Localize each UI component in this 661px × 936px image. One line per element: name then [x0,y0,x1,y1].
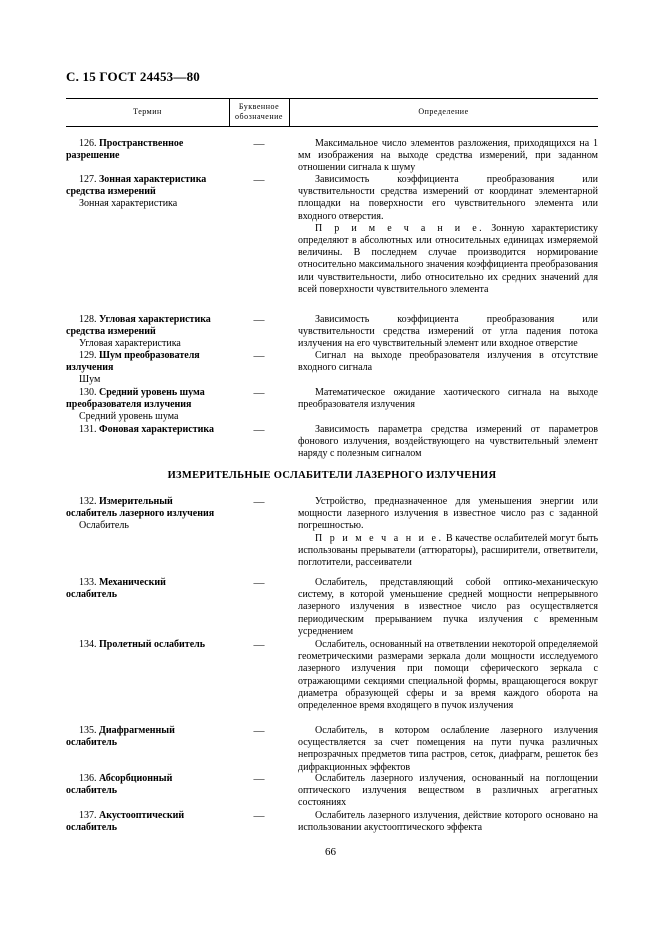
symbol-dash: — [253,314,265,326]
term-133 [66,577,218,601]
definition-130 [298,387,598,411]
term-137 [66,810,218,834]
term-number: 137. [79,810,97,821]
term-name: Пролетный ослабитель [99,639,206,650]
term-number: 126. [79,138,97,149]
column-header-term: Термин [133,107,162,116]
definition-134 [298,639,598,712]
definition-text: Ослабитель, основанный на ответвлении некоторой определяемой геометрическими размерами зеркала доли мощности исследуемого лазерного излучения при помощи сферического зеркала с отражающими секциями специальной формы, вращающегося вокруг диаметра образующей сферы и за время каждого оборота на определенное время входящего в пучок излучения [298,639,598,712]
section-heading: ИЗМЕРИТЕЛЬНЫЕ ОСЛАБИТЕЛИ ЛАЗЕРНОГО ИЗЛУЧЕНИЯ [167,470,497,481]
term-number: 130. [79,387,97,398]
definition-text: Максимальное число элементов разложения, приходящихся на 1 мм изображения на выходе средства измерений, при заданном отношении сигнала к шуму [298,138,598,174]
definition-text: Зависимость коэффициента преобразования или чувствительности средства измерений от координат элементарной площадки на поверхности его чувствительного элемента или входного отверстия. [298,174,598,222]
term-synonym: Угловая характеристика [79,338,181,350]
definition-text: Ослабитель лазерного излучения, основанный на поглощении оптического излучения веществом в различных агрегатных состояниях [298,773,598,809]
term-135 [66,725,218,749]
column-header-definition: Определение [418,107,469,116]
term-number: 128. [79,314,97,325]
term-synonym: Зонная характеристика [79,198,178,210]
note-text: Зонную характеристику определяют в абсолютных или относительных единицах измеряемой величины. В последнем случае производится нормирование относительно максимального значения коэффициента преобразования или чувствительности, либо относительно их средних значений для всей поверхности чувствительного элемента [298,222,599,295]
definition-136 [298,773,598,810]
symbol-dash: — [253,496,265,508]
symbol-dash: — [253,810,265,822]
definition-text: Устройство, предназначенное для уменьшения энергии или мощности лазерного излучения в известное число раз с заданной погрешностью. [298,496,598,532]
term-128 [66,314,218,351]
definition-133 [298,577,598,638]
definition-132 [298,496,598,569]
symbol-dash: — [253,577,265,589]
term-136 [66,773,218,797]
term-name: Зонная характеристика средства измерений [66,174,207,198]
table-top-rule [66,98,598,99]
term-131 [66,424,218,436]
symbol-dash: — [253,350,265,362]
term-130 [66,387,218,424]
term-number: 133. [79,577,97,588]
definition-text: Зависимость коэффициента преобразования или чувствительности средства измерений от угла падения потока излучения на его чувствительный элемент или входное отверстие [298,314,598,350]
definition-127 [298,174,598,296]
definition-text: Математическое ожидание хаотического сигнала на выходе преобразователя излучения [298,387,598,411]
term-number: 129. [79,350,97,361]
term-number: 135. [79,725,97,736]
note-text: В качестве ослабителей могут быть использованы прерыватели (аттюраторы), расширители, ответвители, поглотители, рассеиватели [298,532,599,569]
term-number: 134. [79,639,97,650]
note-label: П р и м е ч а н и е. [315,222,485,234]
definition-131 [298,424,598,461]
term-number: 136. [79,773,97,784]
term-synonym: Ослабитель [79,520,129,532]
column-header-symbol [229,102,289,122]
term-synonym: Средний уровень шума [79,411,179,423]
term-126 [66,138,218,162]
definition-text: Сигнал на выходе преобразователя излучения в отсутствие входного сигнала [298,350,598,374]
term-127 [66,174,218,211]
definition-text: Ослабитель, представляющий собой оптико-механическую систему, в которой уменьшение средней мощности непрерывного лазерного излучения в известное число раз осуществляется периодическим прерыванием пучка излучения с временным усреднением [298,577,598,637]
definition-137 [298,810,598,834]
definition-text: Ослабитель, в котором ослабление лазерного излучения осуществляется за счет помещения на пути пучка различных непрозрачных предметов типа растров, сеток, диафрагм, решеток без дифракционных эффектов [298,725,598,773]
symbol-dash: — [253,387,265,399]
definition-135 [298,725,598,774]
definition-note [298,223,598,296]
table-header-rule [66,126,598,127]
symbol-dash: — [253,639,265,651]
term-132 [66,496,218,533]
definition-126 [298,138,598,175]
term-number: 131. [79,424,97,435]
note-label: П р и м е ч а н и е. [315,532,444,544]
term-name: Пространственное разрешение [66,138,184,162]
symbol-dash: — [253,174,265,186]
term-name: Фоновая характеристика [99,424,214,435]
symbol-dash: — [253,725,265,737]
term-name: Диафрагменный ослабитель [66,725,175,749]
term-number: 127. [79,174,97,185]
symbol-dash: — [253,424,265,436]
column-header-symbol-line1: Буквенное [238,102,280,111]
term-number: 132. [79,496,97,507]
term-name: Измерительный ослабитель лазерного излучения [66,496,215,520]
term-name: Механический ослабитель [66,577,166,601]
term-name: Средний уровень шума преобразователя излучения [66,387,205,411]
term-name: Акустооптический ослабитель [66,810,185,834]
symbol-dash: — [253,773,265,785]
definition-128 [298,314,598,351]
column-header-symbol-line2: обозначение [235,112,283,121]
term-synonym: Шум [79,374,101,386]
term-name: Абсорбционный ослабитель [66,773,173,797]
definition-129 [298,350,598,374]
page-number: 66 [325,846,336,858]
term-name: Шум преобразователя излучения [66,350,200,374]
page-header: С. 15 ГОСТ 24453—80 [66,69,200,84]
definition-text: Зависимость параметра средства измерений от параметров фонового излучения, воздействующего на чувствительный элемент наряду с полезным сигналом [298,424,598,460]
term-129 [66,350,218,387]
term-name: Угловая характеристика средства измерений [66,314,211,338]
definition-note [298,533,598,570]
term-134 [66,639,218,651]
definition-text: Ослабитель лазерного излучения, действие которого основано на использовании акустооптического эффекта [298,810,598,834]
symbol-dash: — [253,138,265,150]
